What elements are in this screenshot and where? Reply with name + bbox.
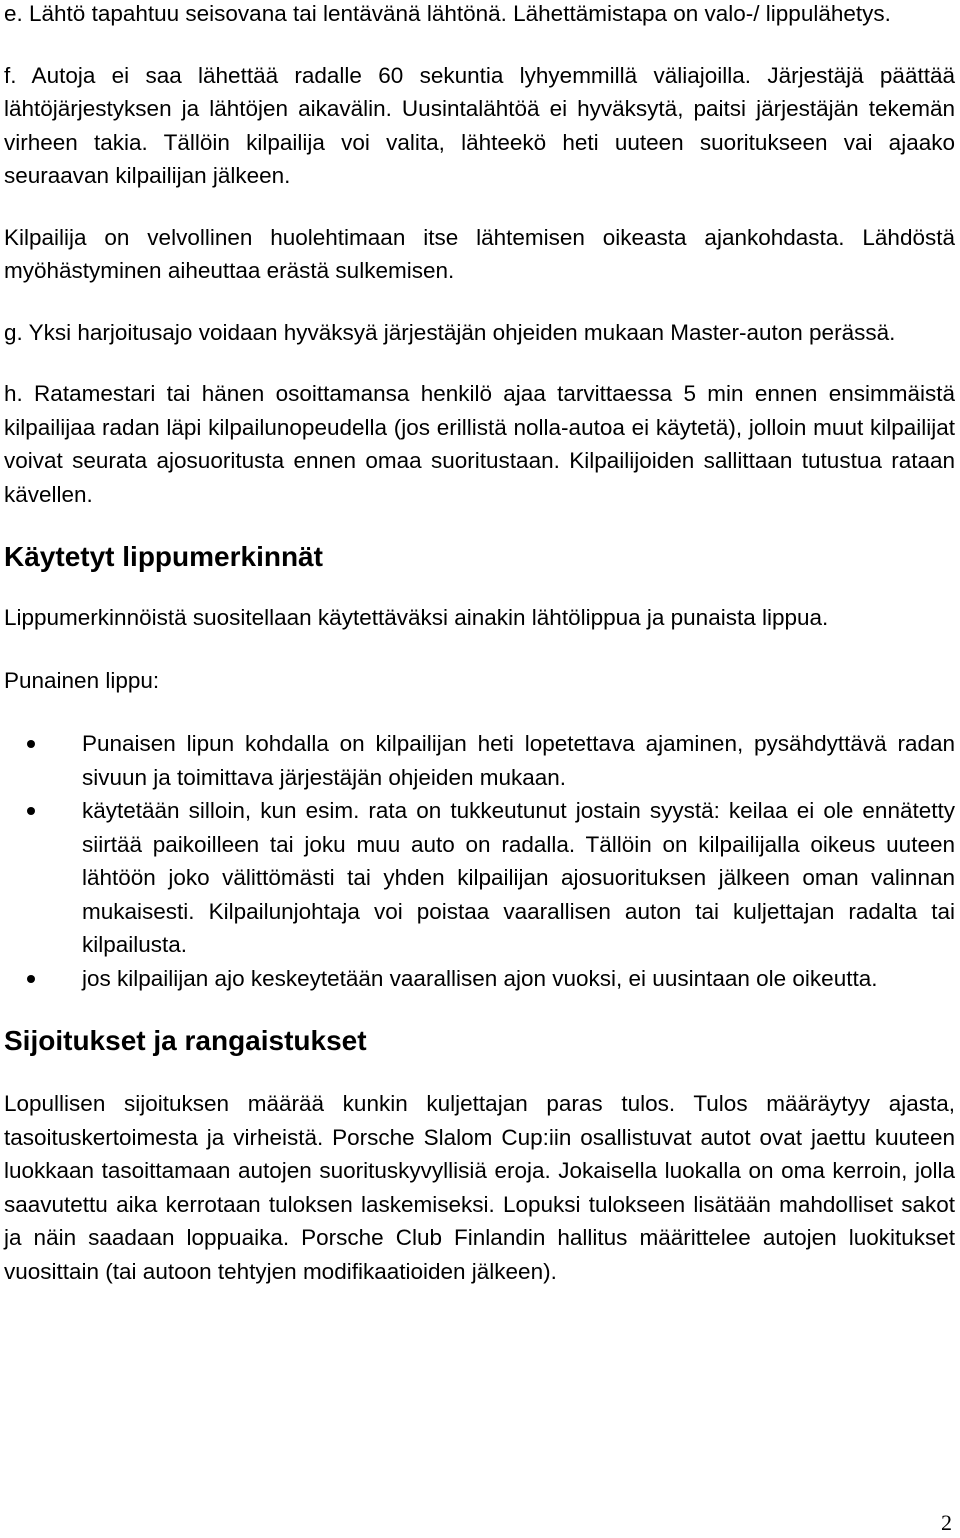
list-item-text: käytetään silloin, kun esim. rata on tukkeutunut jostain syystä: keilaa ei ole ennätetty siirtää paikoilleen tai joku muu auto on radalla. Tällöin on kilpailijalla oikeus uuteen lähtöön joko välittömästi tai yhden kilpailijan ajosuorituksen jälkeen oman valinnan mukaisesti. Kilpailunjohtaja voi poistaa vaarallisen auton tai kuljettajan radalta tai kilpailusta. xyxy=(82,798,955,957)
paragraph-g: g. Yksi harjoitusajo voidaan hyväksyä järjestäjän ohjeiden mukaan Master-auton perässä. xyxy=(4,319,896,345)
paragraph-h: h. Ratamestari tai hänen osoittamansa henkilö ajaa tarvittaessa 5 min ennen ensimmäistä kilpailijaa radan läpi kilpailunopeudella (jos erillistä nolla-autoa ei käytetä), jolloin muut kilpailijat voivat seurata ajosuoritusta ennen omaa suoritustaan. Kilpailijoiden sallittaan tutustua rataan kävellen. xyxy=(4,381,955,507)
list-item xyxy=(4,727,955,794)
page-number: 2 xyxy=(941,1510,952,1535)
red-flag-label: Punainen lippu: xyxy=(4,667,160,693)
paragraph-f: f. Autoja ei saa lähettää radalle 60 sekuntia lyhyemmillä väliajoilla. Järjestäjä päättää lähtöjärjestyksen ja lähtöjen aikavälin. Uusintalähtöä ei hyväksytä, paitsi järjestäjän tekemän virheen takia. Tällöin kilpailija voi valita, lähteekö heti uuteen suoritukseen vai ajaako seuraavan kilpailijan jälkeen. xyxy=(4,62,955,188)
section-heading-results: Sijoitukset ja rangaistukset xyxy=(4,1025,367,1056)
paragraph-e: e. Lähtö tapahtuu seisovana tai lentävänä lähtönä. Lähettämistapa on valo-/ lippulähetys. xyxy=(4,1,891,26)
list-item-text: jos kilpailijan ajo keskeytetään vaarallisen ajon vuoksi, ei uusintaan ole oikeutta. xyxy=(82,965,878,991)
results-paragraph: Lopullisen sijoituksen määrää kunkin kuljettajan paras tulos. Tulos määräytyy ajasta, tasoituskertoimesta ja virheistä. Porsche Slalom Cup:iin osallistuvat autot ovat jaettu kuuteen luokkaan tasoittamaan autojen suorituskyvyllisiä eroja. Jokaisella luokalla on oma kerroin, jolla saavutettu aika kerrotaan tuloksen laskemiseksi. Lopuksi tulokseen lisätään mahdolliset sakot ja näin saadaan loppuaika. Porsche Club Finlandin hallitus määrittelee autojen luokitukset vuosittain (tai autoon tehtyjen modifikaatioiden jälkeen). xyxy=(4,1091,955,1284)
flags-intro: Lippumerkinnöistä suositellaan käytettäväksi ainakin lähtölippua ja punaista lippua. xyxy=(4,605,829,630)
bullet-icon xyxy=(27,740,35,748)
list-item-text: Punaisen lipun kohdalla on kilpailijan heti lopetettava ajaminen, pysähdyttävä radan sivuun ja toimittava järjestäjän ohjeiden mukaan. xyxy=(82,731,955,790)
bullet-icon xyxy=(27,807,35,815)
bullet-icon xyxy=(27,975,35,983)
list-item xyxy=(4,962,955,996)
document-page xyxy=(4,0,955,1288)
list-item xyxy=(4,794,955,962)
section-heading-flags: Käytetyt lippumerkinnät xyxy=(4,541,323,572)
paragraph-f-continued: Kilpailija on velvollinen huolehtimaan itse lähtemisen oikeasta ajankohdasta. Lähdöstä myöhästyminen aiheuttaa erästä sulkemisen. xyxy=(4,224,955,283)
red-flag-list xyxy=(4,727,955,995)
